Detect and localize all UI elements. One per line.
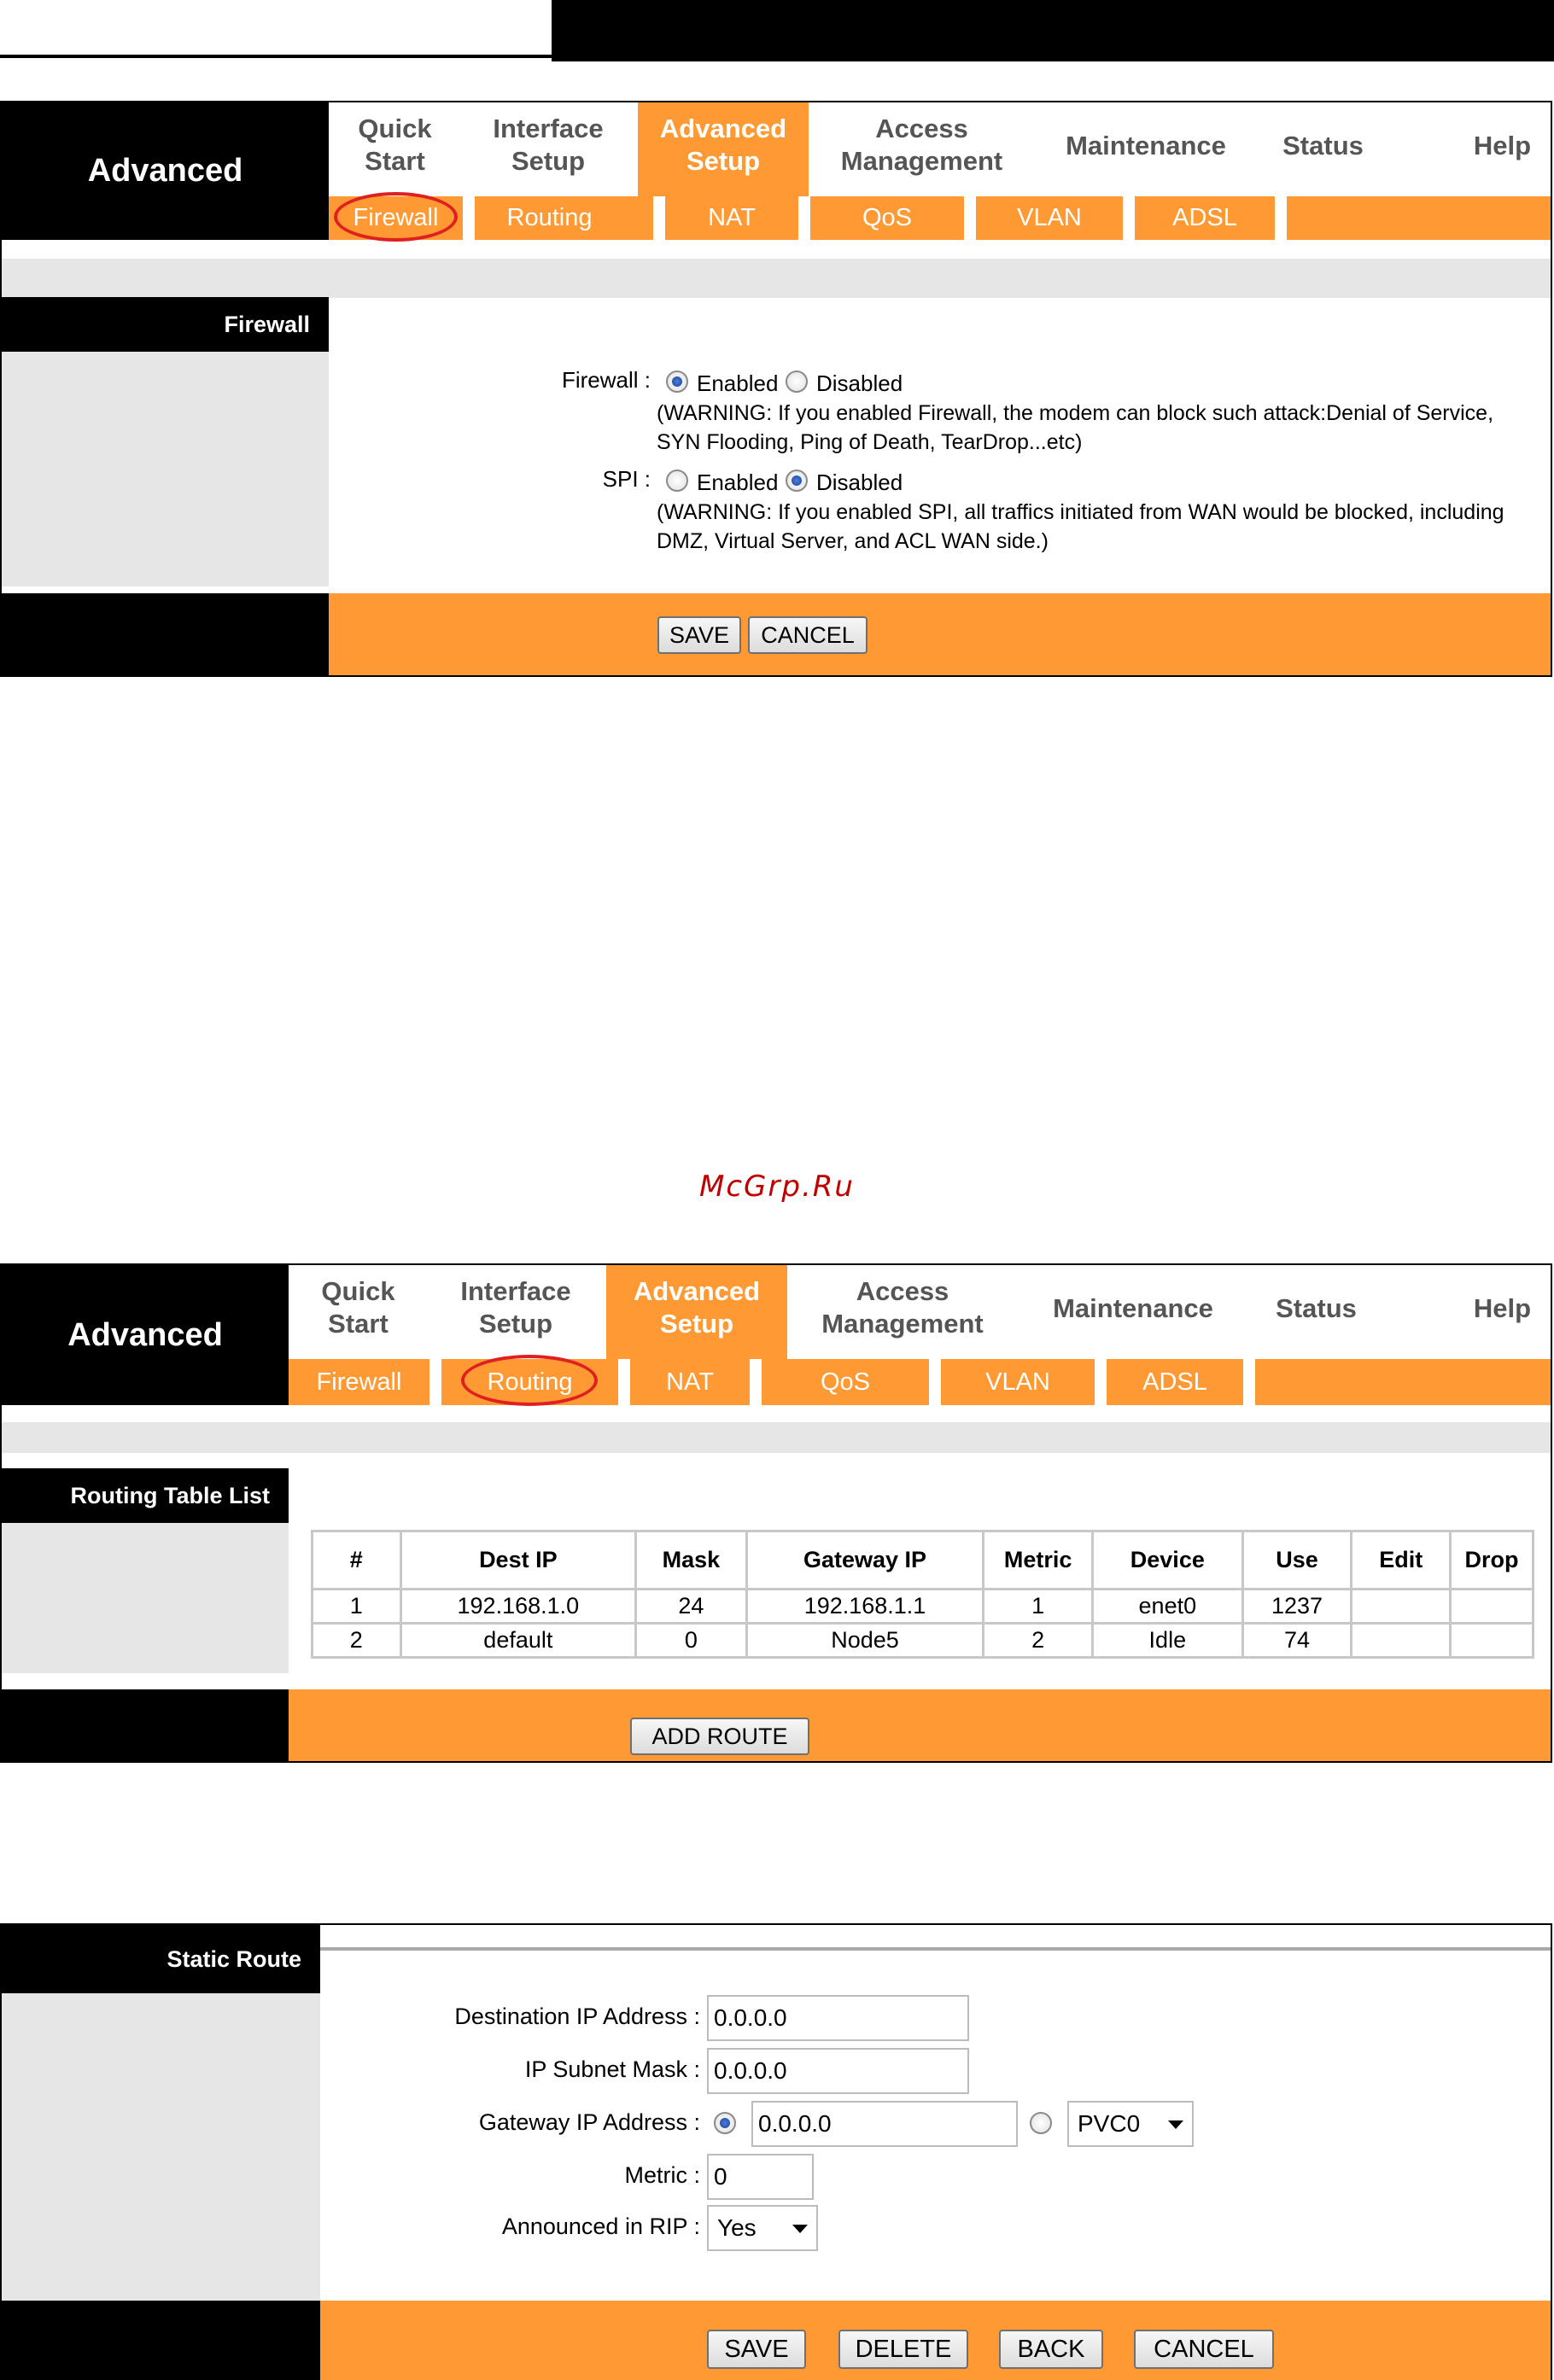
submenu-adsl[interactable] [1135, 196, 1275, 240]
section-header [2, 1925, 320, 1993]
menu-label: Access Management [821, 1276, 984, 1339]
table-cell: default [400, 1624, 635, 1658]
submenu-label: ADSL [1172, 204, 1237, 231]
submenu-qos[interactable] [810, 196, 964, 240]
spi-label: SPI : [602, 466, 651, 492]
dest-ip-label: Destination IP Address : [454, 2004, 700, 2029]
table-cell: Idle [1093, 1624, 1243, 1658]
table-row [313, 1590, 1534, 1624]
column-header: Gateway IP [746, 1531, 983, 1590]
submenu-label: VLAN [1017, 204, 1082, 231]
submenu-divider [964, 196, 976, 240]
submenu-nat[interactable] [665, 196, 798, 240]
save-button[interactable]: SAVE [657, 616, 741, 654]
menu-label: Quick Start [321, 1276, 395, 1339]
firewall-screenshot [0, 101, 1552, 677]
cancel-button[interactable]: CANCEL [748, 616, 868, 654]
table-cell: 192.168.1.0 [400, 1590, 635, 1624]
column-header: # [313, 1531, 401, 1590]
submenu-divider [653, 196, 665, 240]
table-cell: Node5 [746, 1624, 983, 1658]
footer-left [2, 2301, 320, 2380]
menu-quick-start[interactable] [292, 1275, 424, 1340]
highlight-circle [334, 192, 458, 242]
menu-help[interactable] [1453, 1292, 1551, 1325]
menu-label: Advanced Setup [659, 114, 787, 176]
submenu-divider [463, 196, 475, 240]
firewall-enabled-radio[interactable] [666, 370, 688, 393]
section-title: Static Route [166, 1945, 301, 1972]
footer-bar [289, 1689, 1551, 1763]
column-header: Edit [1352, 1531, 1451, 1590]
spi-warning-line2: DMZ, Virtual Server, and ACL WAN side.) [657, 529, 1049, 553]
metric-input[interactable]: 0 [707, 2154, 814, 2200]
submenu-label: Routing [506, 204, 593, 231]
section-header [2, 297, 329, 352]
spi-enabled-radio[interactable] [666, 470, 688, 492]
menu-advanced-setup[interactable] [638, 102, 809, 196]
section-header [2, 1468, 289, 1523]
edit-cell[interactable] [1352, 1624, 1451, 1658]
add-route-button[interactable]: ADD ROUTE [630, 1718, 809, 1755]
brand-title: Advanced [87, 153, 243, 189]
subnet-mask-input[interactable]: 0.0.0.0 [707, 2048, 969, 2094]
chevron-down-icon [792, 2225, 808, 2233]
footer-left [2, 593, 329, 677]
firewall-disabled-label: Disabled [816, 370, 903, 396]
submenu-label: Routing [487, 1368, 573, 1396]
menu-label: Maintenance [1066, 131, 1226, 160]
submenu-divider [1123, 196, 1135, 240]
table-cell: 74 [1242, 1624, 1352, 1658]
table-cell: 1 [313, 1590, 401, 1624]
column-header: Dest IP [400, 1531, 635, 1590]
spi-disabled-label: Disabled [816, 470, 903, 495]
firewall-label: Firewall : [561, 367, 651, 393]
spacer-band [2, 1422, 1551, 1453]
spacer-band [2, 259, 1551, 298]
static-route-screenshot [0, 1923, 1552, 2380]
save-button[interactable]: SAVE [707, 2330, 806, 2369]
submenu-nat[interactable] [630, 1359, 750, 1405]
menu-label: Status [1282, 131, 1364, 160]
spi-disabled-radio[interactable] [786, 470, 808, 492]
menu-maintenance[interactable] [1043, 130, 1248, 162]
menu-advanced-setup[interactable] [606, 1265, 787, 1359]
menu-label: Maintenance [1053, 1293, 1213, 1323]
menu-label: Help [1473, 131, 1532, 160]
submenu-vlan[interactable] [941, 1359, 1095, 1405]
menu-label: Advanced Setup [633, 1276, 761, 1339]
drop-cell[interactable] [1451, 1590, 1534, 1624]
rip-select[interactable] [707, 2205, 818, 2251]
table-cell: 2 [984, 1624, 1093, 1658]
page-header-right [552, 0, 1554, 61]
table-cell: 192.168.1.1 [746, 1590, 983, 1624]
menu-access-management[interactable] [821, 113, 1022, 178]
submenu-label: VLAN [985, 1368, 1050, 1396]
table-row [313, 1624, 1534, 1658]
submenu-routing[interactable] [475, 196, 624, 240]
submenu-bar [329, 196, 1551, 240]
menu-quick-start[interactable] [329, 113, 461, 178]
section-title: Routing Table List [70, 1482, 270, 1508]
highlight-circle [461, 1355, 598, 1406]
spi-enabled-label: Enabled [697, 470, 779, 495]
submenu-divider [750, 1359, 762, 1405]
spi-warning-line1: (WARNING: If you enabled SPI, all traffics initiated from WAN would be blocked, including [657, 500, 1504, 524]
submenu-divider [429, 1359, 441, 1405]
column-header: Drop [1451, 1531, 1534, 1590]
page-header-left [0, 0, 552, 58]
submenu-divider [1243, 1359, 1255, 1405]
submenu-firewall[interactable] [289, 1359, 429, 1405]
column-header: Metric [984, 1531, 1093, 1590]
submenu-divider [798, 196, 810, 240]
submenu-label: Firewall [316, 1368, 402, 1396]
menu-label: Quick Start [358, 114, 432, 176]
footer-left [2, 1689, 289, 1763]
submenu-label: QoS [820, 1368, 871, 1396]
brand-title: Advanced [67, 1316, 223, 1353]
footer-bar [329, 593, 1551, 677]
menu-interface-setup[interactable] [467, 113, 629, 178]
submenu-label: NAT [708, 204, 756, 231]
section-rule [320, 1947, 1551, 1951]
menu-label: Interface Setup [460, 1276, 571, 1339]
metric-label: Metric : [624, 2162, 700, 2188]
submenu-label: NAT [666, 1368, 714, 1396]
table-cell: 1237 [1242, 1590, 1352, 1624]
table-cell: enet0 [1093, 1590, 1243, 1624]
submenu-label: Firewall [353, 204, 439, 231]
edit-cell[interactable] [1352, 1590, 1451, 1624]
drop-cell[interactable] [1451, 1624, 1534, 1658]
menu-maintenance[interactable] [1031, 1292, 1236, 1325]
submenu-divider [1275, 196, 1287, 240]
section-title: Firewall [224, 311, 310, 337]
cancel-button[interactable]: CANCEL [1134, 2330, 1274, 2369]
menu-label: Help [1473, 1293, 1532, 1323]
submenu-divider [929, 1359, 941, 1405]
table-header-row [313, 1531, 1534, 1590]
gateway-ip-label: Gateway IP Address : [478, 2109, 700, 2135]
table-cell: 2 [313, 1624, 401, 1658]
submenu-vlan[interactable] [976, 196, 1123, 240]
firewall-warning-line2: SYN Flooding, Ping of Death, TearDrop...etc) [657, 430, 1083, 454]
back-button[interactable]: BACK [999, 2330, 1103, 2369]
rip-value: Yes [717, 2214, 757, 2241]
section-sidebar [2, 1523, 289, 1673]
pvc-value: PVC0 [1078, 2110, 1141, 2137]
subnet-mask-label: IP Subnet Mask : [524, 2056, 700, 2082]
gateway-ip-input[interactable]: 0.0.0.0 [751, 2101, 1018, 2147]
submenu-qos[interactable] [762, 1359, 929, 1405]
submenu-divider [618, 1359, 630, 1405]
menu-label: Access Management [840, 114, 1003, 176]
brand-panel [2, 1265, 289, 1405]
submenu-label: QoS [862, 204, 913, 231]
menu-status[interactable] [1257, 130, 1389, 162]
table-cell: 0 [636, 1624, 747, 1658]
dest-ip-input[interactable]: 0.0.0.0 [707, 1995, 969, 2041]
table-cell: 1 [984, 1590, 1093, 1624]
menu-status[interactable] [1250, 1292, 1382, 1325]
column-header: Device [1093, 1531, 1243, 1590]
routing-table [311, 1530, 1534, 1659]
routing-screenshot [0, 1263, 1552, 1763]
menu-help[interactable] [1453, 130, 1551, 162]
menu-label: Interface Setup [493, 114, 604, 176]
rip-label: Announced in RIP : [501, 2214, 700, 2239]
menu-interface-setup[interactable] [435, 1275, 597, 1340]
firewall-enabled-label: Enabled [697, 370, 779, 396]
submenu-divider [1095, 1359, 1107, 1405]
submenu-label: ADSL [1142, 1368, 1207, 1396]
brand-panel [2, 102, 329, 240]
column-header: Mask [636, 1531, 747, 1590]
firewall-warning-line1: (WARNING: If you enabled Firewall, the modem can block such attack:Denial of Service, [657, 401, 1494, 425]
submenu-adsl[interactable] [1107, 1359, 1243, 1405]
chevron-down-icon [1168, 2120, 1183, 2129]
menu-access-management[interactable] [800, 1275, 1005, 1340]
pvc-select[interactable] [1067, 2101, 1194, 2147]
firewall-disabled-radio[interactable] [786, 370, 808, 393]
table-cell: 24 [636, 1590, 747, 1624]
column-header: Use [1242, 1531, 1352, 1590]
section-sidebar [2, 1993, 320, 2301]
menu-label: Status [1276, 1293, 1357, 1323]
delete-button[interactable]: DELETE [838, 2330, 968, 2369]
watermark: McGrp.Ru [699, 1170, 855, 1204]
section-sidebar [2, 352, 329, 586]
gateway-ip-radio[interactable] [714, 2112, 736, 2134]
gateway-pvc-radio[interactable] [1030, 2112, 1052, 2134]
